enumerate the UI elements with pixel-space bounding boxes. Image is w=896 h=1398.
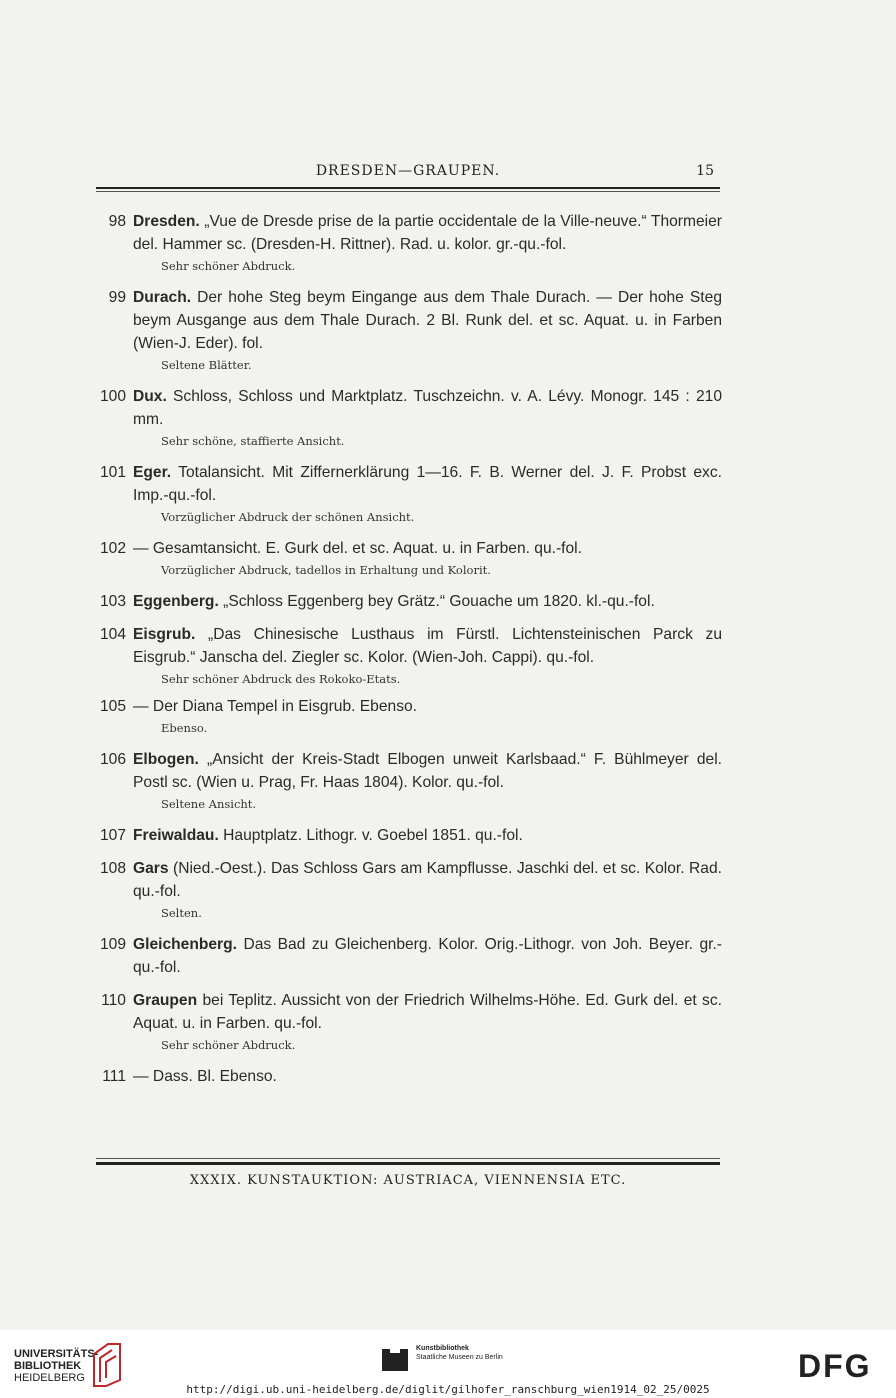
entry-number: 104 — [99, 626, 126, 643]
catalogue-entry — [96, 989, 722, 1055]
entry-description: Hauptplatz. Lithogr. v. Goebel 1851. qu.-fol. — [223, 827, 523, 844]
catalogue-entry — [96, 1065, 722, 1088]
entry-text — [133, 933, 722, 979]
entry-place-name: Eggenberg. — [133, 593, 219, 610]
entry-number: 99 — [108, 289, 126, 306]
entry-note: Vorzüglicher Abdruck, tadellos in Erhaltung und Kolorit. — [161, 563, 491, 577]
footer-title: XXXIX. KUNSTAUKTION: AUSTRIACA, VIENNENSIA ETC. — [189, 1173, 627, 1188]
footer-rule-thin — [96, 1158, 720, 1159]
entry-description: — Dass. Bl. Ebenso. — [133, 1068, 277, 1085]
entry-description: „Das Chinesische Lusthaus im Fürstl. Lichtensteinischen Parck zu Eisgrub.“ Janscha del. Ziegler sc. Kolor. (Wien-Joh. Cappi). qu.-fol. — [133, 626, 722, 666]
entry-text — [133, 537, 722, 560]
entry-text — [133, 824, 722, 847]
entry-text — [133, 461, 722, 507]
entry-number: 106 — [99, 751, 126, 768]
library-line-1: UNIVERSITÄTS- — [14, 1348, 99, 1360]
entry-text — [133, 385, 722, 431]
catalogue-entry — [96, 857, 722, 923]
header-rule-thick — [96, 187, 720, 189]
catalogue-entry — [96, 824, 722, 847]
entry-place-name: Durach. — [133, 289, 192, 306]
entry-place-name: Gleichenberg. — [133, 936, 237, 953]
entry-place-name: Freiwaldau. — [133, 827, 219, 844]
entry-note: Selten. — [161, 906, 202, 920]
catalogue-entry — [96, 590, 722, 613]
library-line-2: BIBLIOTHEK — [14, 1360, 82, 1372]
dfg-logo[interactable]: DFG — [798, 1348, 872, 1384]
entry-text — [133, 695, 722, 718]
catalogue-entry — [96, 933, 722, 979]
entry-description: — Gesamtansicht. E. Gurk del. et sc. Aquat. u. in Farben. qu.-fol. — [133, 540, 582, 557]
permalink-url[interactable]: http://digi.ub.uni-heidelberg.de/diglit/gilhofer_ranschburg_wien1914_02_25/0025 — [186, 1383, 710, 1396]
kunstbibliothek-icon — [380, 1343, 410, 1373]
catalogue-entry — [96, 537, 722, 580]
entry-text — [133, 590, 722, 613]
entry-place-name: Eisgrub. — [133, 626, 196, 643]
entry-note: Seltene Ansicht. — [161, 797, 257, 811]
entry-description: Der hohe Steg beym Eingange aus dem Thale Durach. — Der hohe Steg beym Ausgange aus dem Thale Durach. 2 Bl. Runk del. et sc. Aquat. u. in Farben (Wien-J. Eder). fol. — [133, 289, 722, 352]
entry-number: 109 — [99, 936, 126, 953]
catalogue-entry — [96, 623, 722, 689]
entry-number: 102 — [99, 540, 126, 557]
catalogue-entry — [96, 210, 722, 276]
running-title: DRESDEN—GRAUPEN. — [315, 163, 501, 179]
entry-description: Schloss, Schloss und Marktplatz. Tuschzeichn. v. A. Lévy. Monogr. 145 : 210 mm. — [133, 388, 722, 428]
entry-note: Vorzüglicher Abdruck der schönen Ansicht. — [161, 510, 415, 524]
entry-number: 110 — [101, 992, 126, 1009]
entry-description: „Schloss Eggenberg bey Grätz.“ Gouache um 1820. kl.-qu.-fol. — [223, 593, 655, 610]
entry-place-name: Graupen — [133, 992, 198, 1009]
entry-number: 103 — [99, 593, 126, 610]
entry-number: 98 — [108, 213, 126, 230]
entry-description: „Vue de Dresde prise de la partie occidentale de la Ville-neuve.“ Thormeier del. Hammer sc. (Dresden-H. Rittner). Rad. u. kolor. gr.-qu.-fol. — [133, 213, 722, 253]
entry-number: 111 — [102, 1068, 126, 1085]
catalogue-entry — [96, 286, 722, 375]
entry-description: bei Teplitz. Aussicht von der Friedrich Wilhelms-Höhe. Ed. Gurk del. et sc. Aquat. u. in Farben. qu.-fol. — [133, 992, 722, 1032]
entry-description: Das Bad zu Gleichenberg. Kolor. Orig.-Lithogr. von Joh. Beyer. gr.-qu.-fol. — [133, 936, 722, 976]
entry-description: (Nied.-Oest.). Das Schloss Gars am Kampflusse. Jaschki del. et sc. Kolor. Rad. qu.-fol. — [133, 860, 722, 900]
catalogue-entries — [96, 210, 722, 1088]
catalogue-entry — [96, 385, 722, 451]
entry-place-name: Dux. — [133, 388, 167, 405]
entry-place-name: Elbogen. — [133, 751, 199, 768]
university-library-icon — [90, 1340, 124, 1388]
entry-text — [133, 989, 722, 1035]
entry-text — [133, 210, 722, 256]
catalogue-entry — [96, 695, 722, 738]
entry-note: Sehr schöner Abdruck. — [161, 259, 296, 273]
entry-text — [133, 1065, 722, 1088]
kunstbibliothek-text[interactable] — [416, 1344, 503, 1362]
page-number: 15 — [696, 163, 714, 179]
entry-number: 107 — [99, 827, 126, 844]
entry-number: 105 — [99, 698, 126, 715]
library-line-3: HEIDELBERG — [14, 1372, 85, 1384]
entry-text — [133, 748, 722, 794]
kb-line-1: Kunstbibliothek — [416, 1345, 469, 1352]
entry-description: — Der Diana Tempel in Eisgrub. Ebenso. — [133, 698, 418, 715]
entry-note: Sehr schöner Abdruck. — [161, 1038, 296, 1052]
entry-place-name: Eger. — [133, 464, 172, 481]
entry-note: Seltene Blätter. — [161, 358, 252, 372]
entry-number: 108 — [99, 860, 126, 877]
university-library-logo-text[interactable] — [14, 1348, 98, 1384]
entry-number: 100 — [99, 388, 126, 405]
catalogue-entry — [96, 748, 722, 814]
entry-text — [133, 286, 722, 355]
entry-note: Ebenso. — [161, 721, 208, 735]
footer-rule-thick — [96, 1162, 720, 1165]
entry-text — [133, 857, 722, 903]
entry-place-name: Dresden. — [133, 213, 200, 230]
header-rule-thin — [96, 191, 720, 192]
entry-text — [133, 623, 722, 669]
entry-note: Sehr schöne, staffierte Ansicht. — [161, 434, 345, 448]
catalogue-entry — [96, 461, 722, 527]
entry-description: „Ansicht der Kreis-Stadt Elbogen unweit Karlsbaad.“ F. Bühlmeyer del. Postl sc. (Wien u. Prag, Fr. Haas 1804). Kolor. qu.-fol. — [133, 751, 722, 791]
entry-note: Sehr schöner Abdruck des Rokoko-Etats. — [161, 672, 401, 686]
entry-description: Totalansicht. Mit Ziffernerklärung 1—16. F. B. Werner del. J. F. Probst exc. Imp.-qu.-fol. — [133, 464, 722, 504]
kb-line-2: Staatliche Museen zu Berlin — [416, 1354, 503, 1361]
entry-place-name: Gars — [133, 860, 169, 877]
running-header — [96, 163, 720, 183]
entry-number: 101 — [99, 464, 126, 481]
